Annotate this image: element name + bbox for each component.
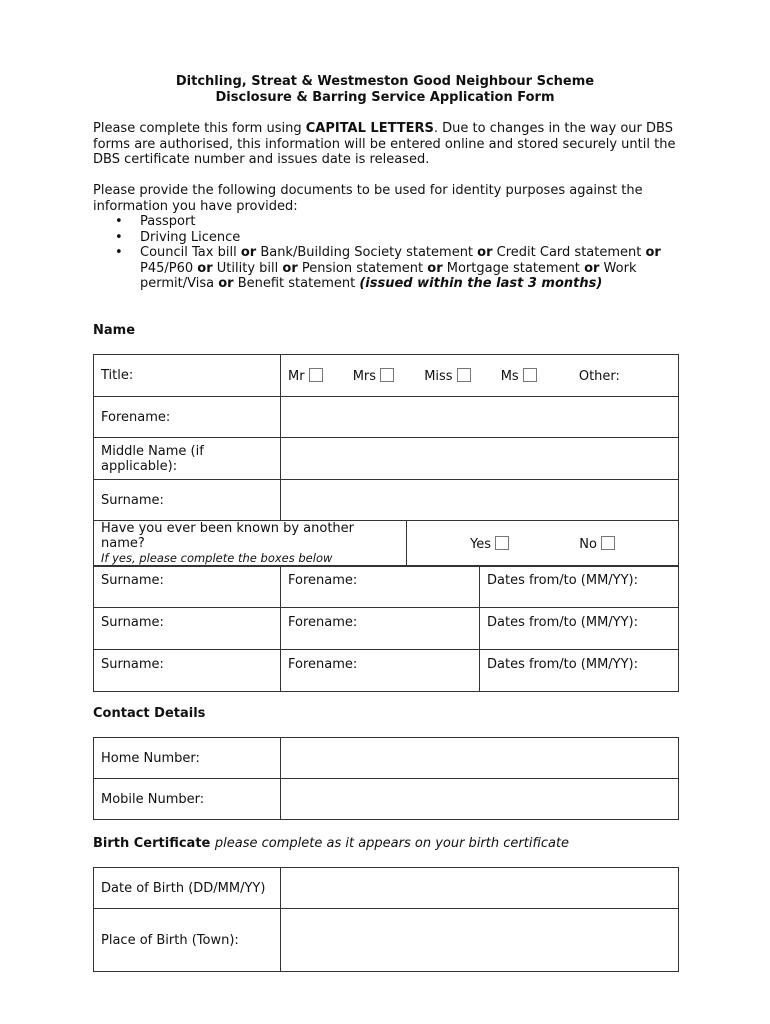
name-section-heading: Name <box>93 323 136 338</box>
table-row <box>94 355 679 397</box>
bullet-icon: • <box>115 245 123 260</box>
table-row <box>94 608 679 650</box>
list-item: • Council Tax bill or Bank/Building Society statement or Credit Card statement or P45/P60 or Utility bill or Pension statement or Mortgage statement or Work permit/Visa or Benefit statement (issued within the last 3 months) <box>115 245 661 291</box>
document-list <box>93 214 683 292</box>
contact-section-heading: Contact Details <box>93 706 206 721</box>
name-table <box>93 354 679 567</box>
surname-field[interactable] <box>281 480 679 521</box>
table-row <box>94 480 679 521</box>
home-number-label: Home Number: <box>94 738 281 779</box>
known-by-other-name-question: Have you ever been known by another name? If yes, please complete the boxes below <box>94 521 407 567</box>
list-item: • Driving Licence <box>115 229 241 245</box>
title-mr-checkbox[interactable] <box>309 368 323 382</box>
middle-name-label: Middle Name (if applicable): <box>94 438 281 480</box>
table-row <box>94 566 679 608</box>
table-row <box>94 738 679 779</box>
other-name-yes-checkbox[interactable] <box>495 536 509 550</box>
previous-dates-field[interactable]: Dates from/to (MM/YY): <box>480 566 679 608</box>
birth-table <box>93 867 679 972</box>
bullet-icon: • <box>115 214 123 229</box>
table-row <box>94 909 679 972</box>
title-label: Title: <box>94 355 281 397</box>
date-of-birth-label: Date of Birth (DD/MM/YY) <box>94 868 281 909</box>
contact-table <box>93 737 679 820</box>
title-mrs-checkbox[interactable] <box>380 368 394 382</box>
list-item: • Passport <box>115 214 196 229</box>
table-row <box>94 650 679 692</box>
form-title-line1: Ditchling, Streat & Westmeston Good Neighbour Scheme <box>175 74 595 89</box>
previous-dates-field[interactable]: Dates from/to (MM/YY): <box>480 650 679 692</box>
other-name-no-checkbox[interactable] <box>601 536 615 550</box>
previous-names-table <box>93 565 679 692</box>
home-number-field[interactable] <box>281 738 679 779</box>
table-row <box>94 438 679 480</box>
forename-field[interactable] <box>281 397 679 438</box>
table-row <box>94 779 679 820</box>
birth-section-note: please complete as it appears on your birth certificate <box>214 836 570 851</box>
title-options: Mr Mrs Miss Ms Other: <box>281 355 679 397</box>
known-by-other-name-options: Yes No <box>407 521 679 567</box>
title-other-label: Other: <box>578 368 620 384</box>
forename-label: Forename: <box>94 397 281 438</box>
intro-paragraph-1: Please complete this form using CAPITAL LETTERS. Due to changes in the way our DBS forms are authorised, this information will be entered online and stored securely until the DBS certificate number and issues date is released. <box>93 121 676 167</box>
mobile-number-field[interactable] <box>281 779 679 820</box>
birth-section-heading: Birth Certificate please complete as it appears on your birth certificate <box>93 836 570 851</box>
date-of-birth-field[interactable] <box>281 868 679 909</box>
bullet-icon: • <box>115 229 123 245</box>
title-miss-checkbox[interactable] <box>457 368 471 382</box>
title-ms-checkbox[interactable] <box>523 368 537 382</box>
table-row <box>94 397 679 438</box>
previous-surname-field[interactable]: Surname: <box>94 650 281 692</box>
place-of-birth-field[interactable] <box>281 909 679 972</box>
place-of-birth-label: Place of Birth (Town): <box>94 909 281 972</box>
surname-label: Surname: <box>94 480 281 521</box>
previous-forename-field[interactable]: Forename: <box>281 608 480 650</box>
table-row <box>94 521 679 567</box>
intro-paragraph-2: Please provide the following documents to be used for identity purposes against the information you have provided: <box>93 183 643 214</box>
previous-surname-field[interactable]: Surname: <box>94 566 281 608</box>
middle-name-field[interactable] <box>281 438 679 480</box>
known-by-other-name-note: If yes, please complete the boxes below <box>101 551 333 565</box>
mobile-number-label: Mobile Number: <box>94 779 281 820</box>
form-title-line2: Disclosure & Barring Service Application Form <box>215 90 555 105</box>
previous-surname-field[interactable]: Surname: <box>94 608 281 650</box>
previous-forename-field[interactable]: Forename: <box>281 650 480 692</box>
previous-dates-field[interactable]: Dates from/to (MM/YY): <box>480 608 679 650</box>
table-row <box>94 868 679 909</box>
previous-forename-field[interactable]: Forename: <box>281 566 480 608</box>
